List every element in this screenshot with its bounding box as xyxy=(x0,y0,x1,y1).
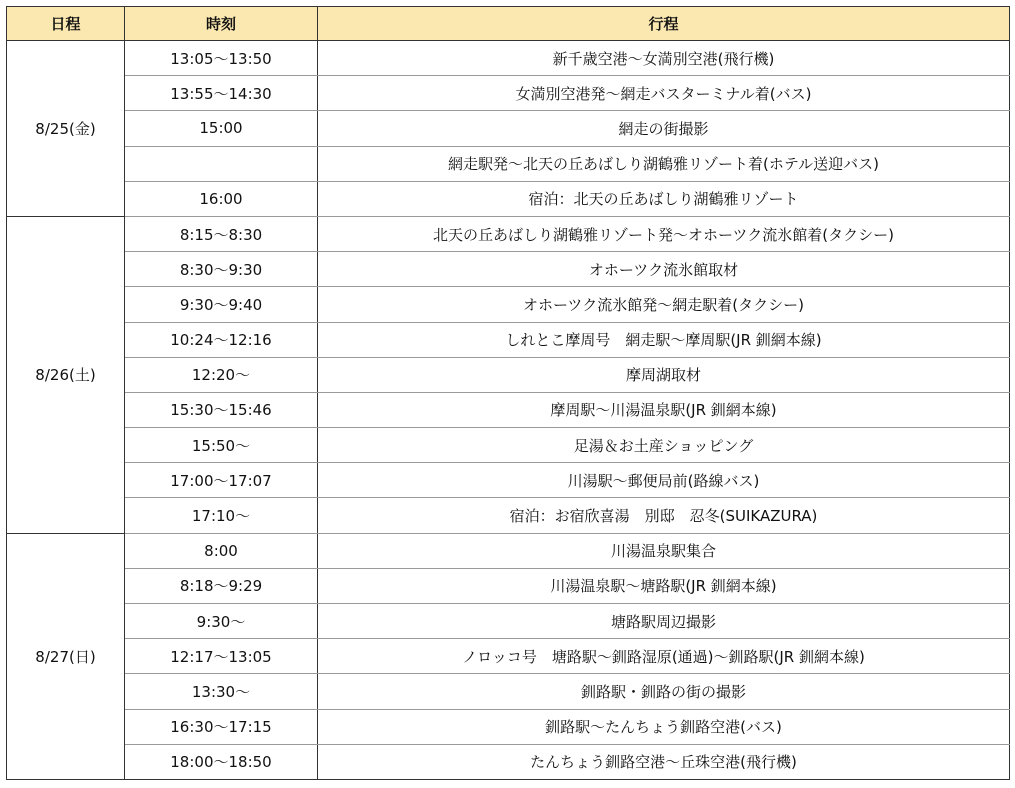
plan-cell: 摩周駅～川湯温泉駅(JR 釧網本線) xyxy=(318,392,1010,427)
plan-cell: オホーツク流氷館発～網走駅着(タクシー) xyxy=(318,287,1010,322)
time-cell: 8:18～9:29 xyxy=(125,568,318,603)
table-row xyxy=(7,533,1010,568)
table-row xyxy=(7,463,1010,498)
plan-cell: 釧路駅～たんちょう釧路空港(バス) xyxy=(318,709,1010,744)
table-row xyxy=(7,568,1010,603)
table-row xyxy=(7,287,1010,322)
plan-cell: 川湯駅～郵便局前(路線バス) xyxy=(318,463,1010,498)
plan-cell: 摩周湖取材 xyxy=(318,357,1010,392)
table-row xyxy=(7,639,1010,674)
time-cell: 16:00 xyxy=(125,181,318,216)
time-cell: 17:10～ xyxy=(125,498,318,533)
time-cell: 12:20～ xyxy=(125,357,318,392)
plan-cell: 塘路駅周辺撮影 xyxy=(318,604,1010,639)
table-row xyxy=(7,744,1010,779)
plan-cell: オホーツク流氷館取材 xyxy=(318,252,1010,287)
table-row xyxy=(7,111,1010,146)
time-cell: 13:05～13:50 xyxy=(125,41,318,76)
plan-cell: 川湯温泉駅集合 xyxy=(318,533,1010,568)
table-row xyxy=(7,428,1010,463)
time-cell: 8:15～8:30 xyxy=(125,216,318,251)
day-date-cell: 8/26(土) xyxy=(7,216,125,533)
plan-cell: 宿泊：お宿欣喜湯 別邸 忍冬(SUIKAZURA) xyxy=(318,498,1010,533)
plan-cell: 網走の街撮影 xyxy=(318,111,1010,146)
table-row xyxy=(7,674,1010,709)
time-cell: 15:30～15:46 xyxy=(125,392,318,427)
header-plan: 行程 xyxy=(318,7,1010,41)
time-cell: 13:30～ xyxy=(125,674,318,709)
time-cell xyxy=(125,146,318,181)
time-cell: 8:30～9:30 xyxy=(125,252,318,287)
header-time: 時刻 xyxy=(125,7,318,41)
table-row xyxy=(7,357,1010,392)
table-row xyxy=(7,322,1010,357)
plan-cell: 足湯＆お土産ショッピング xyxy=(318,428,1010,463)
itinerary-table xyxy=(6,6,1010,780)
time-cell: 10:24～12:16 xyxy=(125,322,318,357)
time-cell: 15:00 xyxy=(125,111,318,146)
day-date-cell: 8/25(金) xyxy=(7,41,125,217)
time-cell: 8:00 xyxy=(125,533,318,568)
table-row xyxy=(7,392,1010,427)
table-row xyxy=(7,252,1010,287)
table-row xyxy=(7,181,1010,216)
time-cell: 16:30～17:15 xyxy=(125,709,318,744)
time-cell: 17:00～17:07 xyxy=(125,463,318,498)
plan-cell: 新千歳空港～女満別空港(飛行機) xyxy=(318,41,1010,76)
time-cell: 9:30～ xyxy=(125,604,318,639)
table-row xyxy=(7,76,1010,111)
plan-cell: たんちょう釧路空港～丘珠空港(飛行機) xyxy=(318,744,1010,779)
table-row xyxy=(7,604,1010,639)
table-row xyxy=(7,41,1010,76)
time-cell: 9:30～9:40 xyxy=(125,287,318,322)
day-date-cell: 8/27(日) xyxy=(7,533,125,779)
plan-cell: 川湯温泉駅～塘路駅(JR 釧網本線) xyxy=(318,568,1010,603)
plan-cell: 北天の丘あばしり湖鶴雅リゾート発～オホーツク流氷館着(タクシー) xyxy=(318,216,1010,251)
header-date: 日程 xyxy=(7,7,125,41)
itinerary-body xyxy=(7,41,1010,780)
plan-cell: 網走駅発～北天の丘あばしり湖鶴雅リゾート着(ホテル送迎バス) xyxy=(318,146,1010,181)
plan-cell: 釧路駅・釧路の街の撮影 xyxy=(318,674,1010,709)
time-cell: 18:00～18:50 xyxy=(125,744,318,779)
table-row xyxy=(7,146,1010,181)
plan-cell: ノロッコ号 塘路駅～釧路湿原(通過)～釧路駅(JR 釧網本線) xyxy=(318,639,1010,674)
plan-cell: 女満別空港発～網走バスターミナル着(バス) xyxy=(318,76,1010,111)
time-cell: 15:50～ xyxy=(125,428,318,463)
table-row xyxy=(7,498,1010,533)
plan-cell: しれとこ摩周号 網走駅～摩周駅(JR 釧網本線) xyxy=(318,322,1010,357)
time-cell: 12:17～13:05 xyxy=(125,639,318,674)
plan-cell: 宿泊：北天の丘あばしり湖鶴雅リゾート xyxy=(318,181,1010,216)
table-row xyxy=(7,709,1010,744)
table-row xyxy=(7,216,1010,251)
time-cell: 13:55～14:30 xyxy=(125,76,318,111)
header-row xyxy=(7,7,1010,41)
